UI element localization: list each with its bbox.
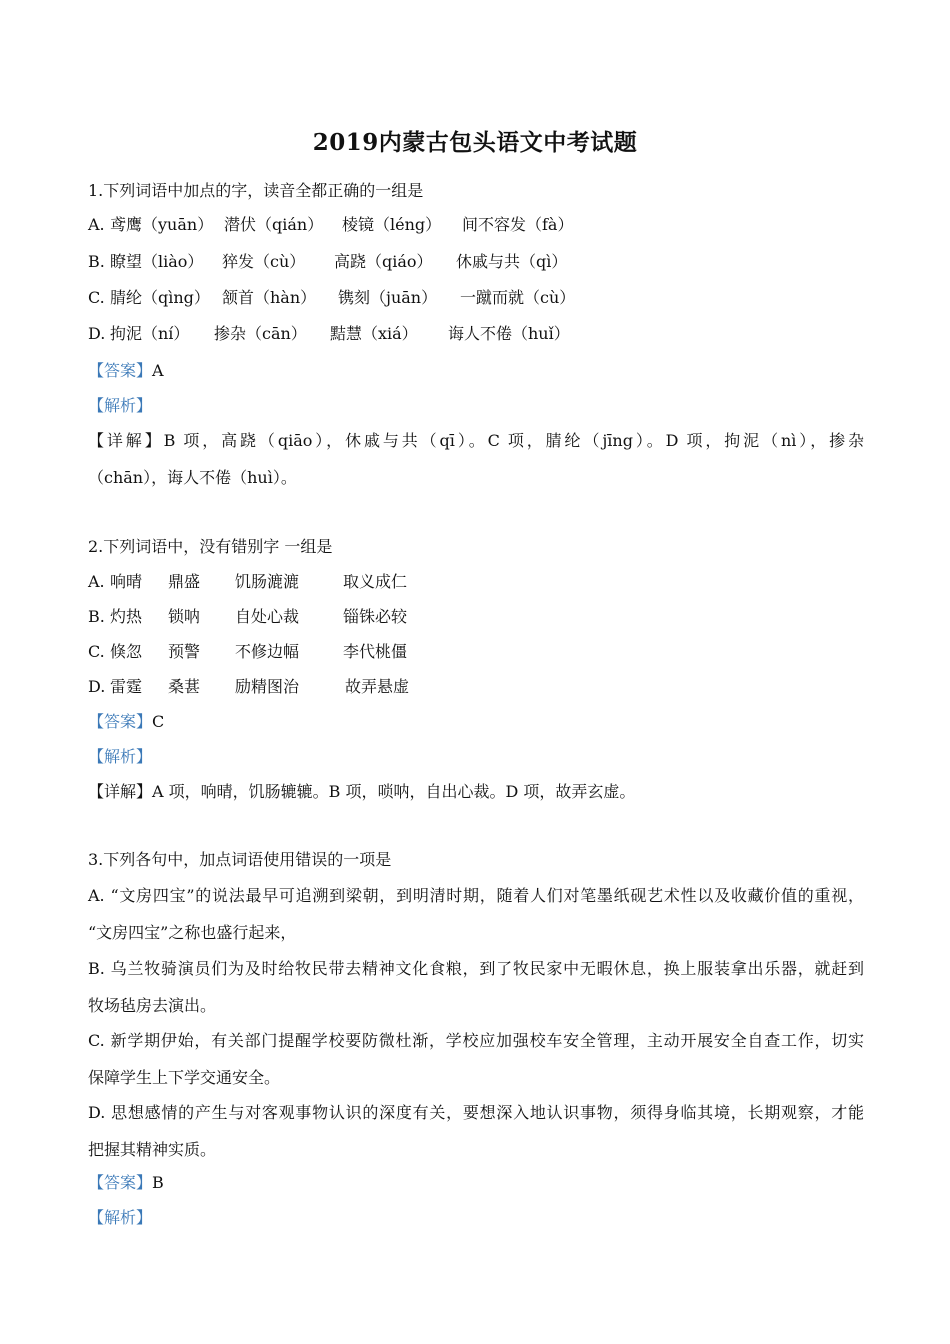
answer-tag: 【答案】	[88, 361, 153, 380]
page-title: 2019内蒙古包头语文中考试题	[312, 129, 638, 156]
q1-detail-line-2: （chān），诲人不倦（huì）。	[88, 468, 297, 487]
q3-option-b-line-1: B. 乌兰牧骑演员们为及时给牧民带去精神文化食粮，到了牧民家中无暇休息，换上服装拿出乐器，就赶到	[88, 959, 864, 978]
q2-answer	[88, 711, 164, 733]
q3-option-b-line-2: 牧场毡房去演出。	[88, 996, 217, 1015]
q1-option-a: A. 鸢鹰（yuān） 潜伏（qián） 棱镜（léng） 间不容发（fà）	[88, 215, 574, 234]
q1-detail-line-1: 【详解】B 项，高跷（qiāo），休戚与共（qī）。C 项，腈纶（jīng）。D 项，拘泥（nì），掺杂	[88, 431, 864, 450]
q2-option-b: B. 灼热 锁呐 自处心裁 锱铢必较	[88, 607, 408, 626]
q1-option-d: D. 拘泥（ní） 掺杂（cān） 黠慧（xiá） 诲人不倦（huǐ）	[88, 324, 570, 343]
answer-value: C	[152, 712, 165, 731]
q2-stem: 2.下列词语中，没有错别字 一组是	[88, 537, 333, 556]
q3-option-c-line-1: C. 新学期伊始，有关部门提醒学校要防微杜渐，学校应加强校车安全管理，主动开展安全自查工作，切实	[88, 1031, 864, 1050]
q1-option-c: C. 腈纶（qìng） 颔首（hàn） 镌刻（juān） 一蹴而就（cù）	[88, 288, 576, 307]
answer-tag: 【答案】	[88, 712, 153, 731]
q2-option-d: D. 雷霆 桑葚 励精图治 故弄悬虚	[88, 677, 410, 696]
q1-stem: 1.下列词语中加点的字，读音全都正确的一组是	[88, 181, 424, 200]
q1-option-b: B. 瞭望（liào） 猝发（cù） 高跷（qiáo） 休戚与共（qì）	[88, 252, 568, 271]
q3-answer	[88, 1172, 164, 1194]
q3-option-c-line-2: 保障学生上下学交通安全。	[88, 1068, 281, 1087]
answer-value: B	[152, 1173, 164, 1192]
q3-analysis-tag: 【解析】	[88, 1208, 153, 1227]
q3-option-d-line-2: 把握其精神实质。	[88, 1140, 217, 1159]
q2-option-a: A. 响晴 鼎盛 饥肠漉漉 取义成仁	[88, 572, 408, 591]
q1-answer	[88, 360, 164, 382]
q3-option-d-line-1: D. 思想感情的产生与对客观事物认识的深度有关，要想深入地认识事物，须得身临其境，长期观察，才能	[88, 1103, 864, 1122]
q3-option-a-line-1: A. “文房四宝”的说法最早可追溯到梁朝，到明清时期，随着人们对笔墨纸砚艺术性以及收藏价值的重视，	[88, 886, 864, 905]
q1-analysis-tag: 【解析】	[88, 396, 153, 415]
answer-tag: 【答案】	[88, 1173, 153, 1192]
q2-option-c: C. 倏忽 预警 不修边幅 李代桃僵	[88, 642, 408, 661]
q2-detail: 【详解】A 项，响晴，饥肠辘辘。B 项，唢呐，自出心裁。D 项，故弄玄虚。	[88, 782, 636, 801]
answer-value: A	[152, 361, 164, 380]
q2-analysis-tag: 【解析】	[88, 747, 153, 766]
q3-option-a-line-2: “文房四宝”之称也盛行起来，	[88, 923, 297, 942]
q3-stem: 3.下列各句中，加点词语使用错误的一项是	[88, 850, 392, 869]
